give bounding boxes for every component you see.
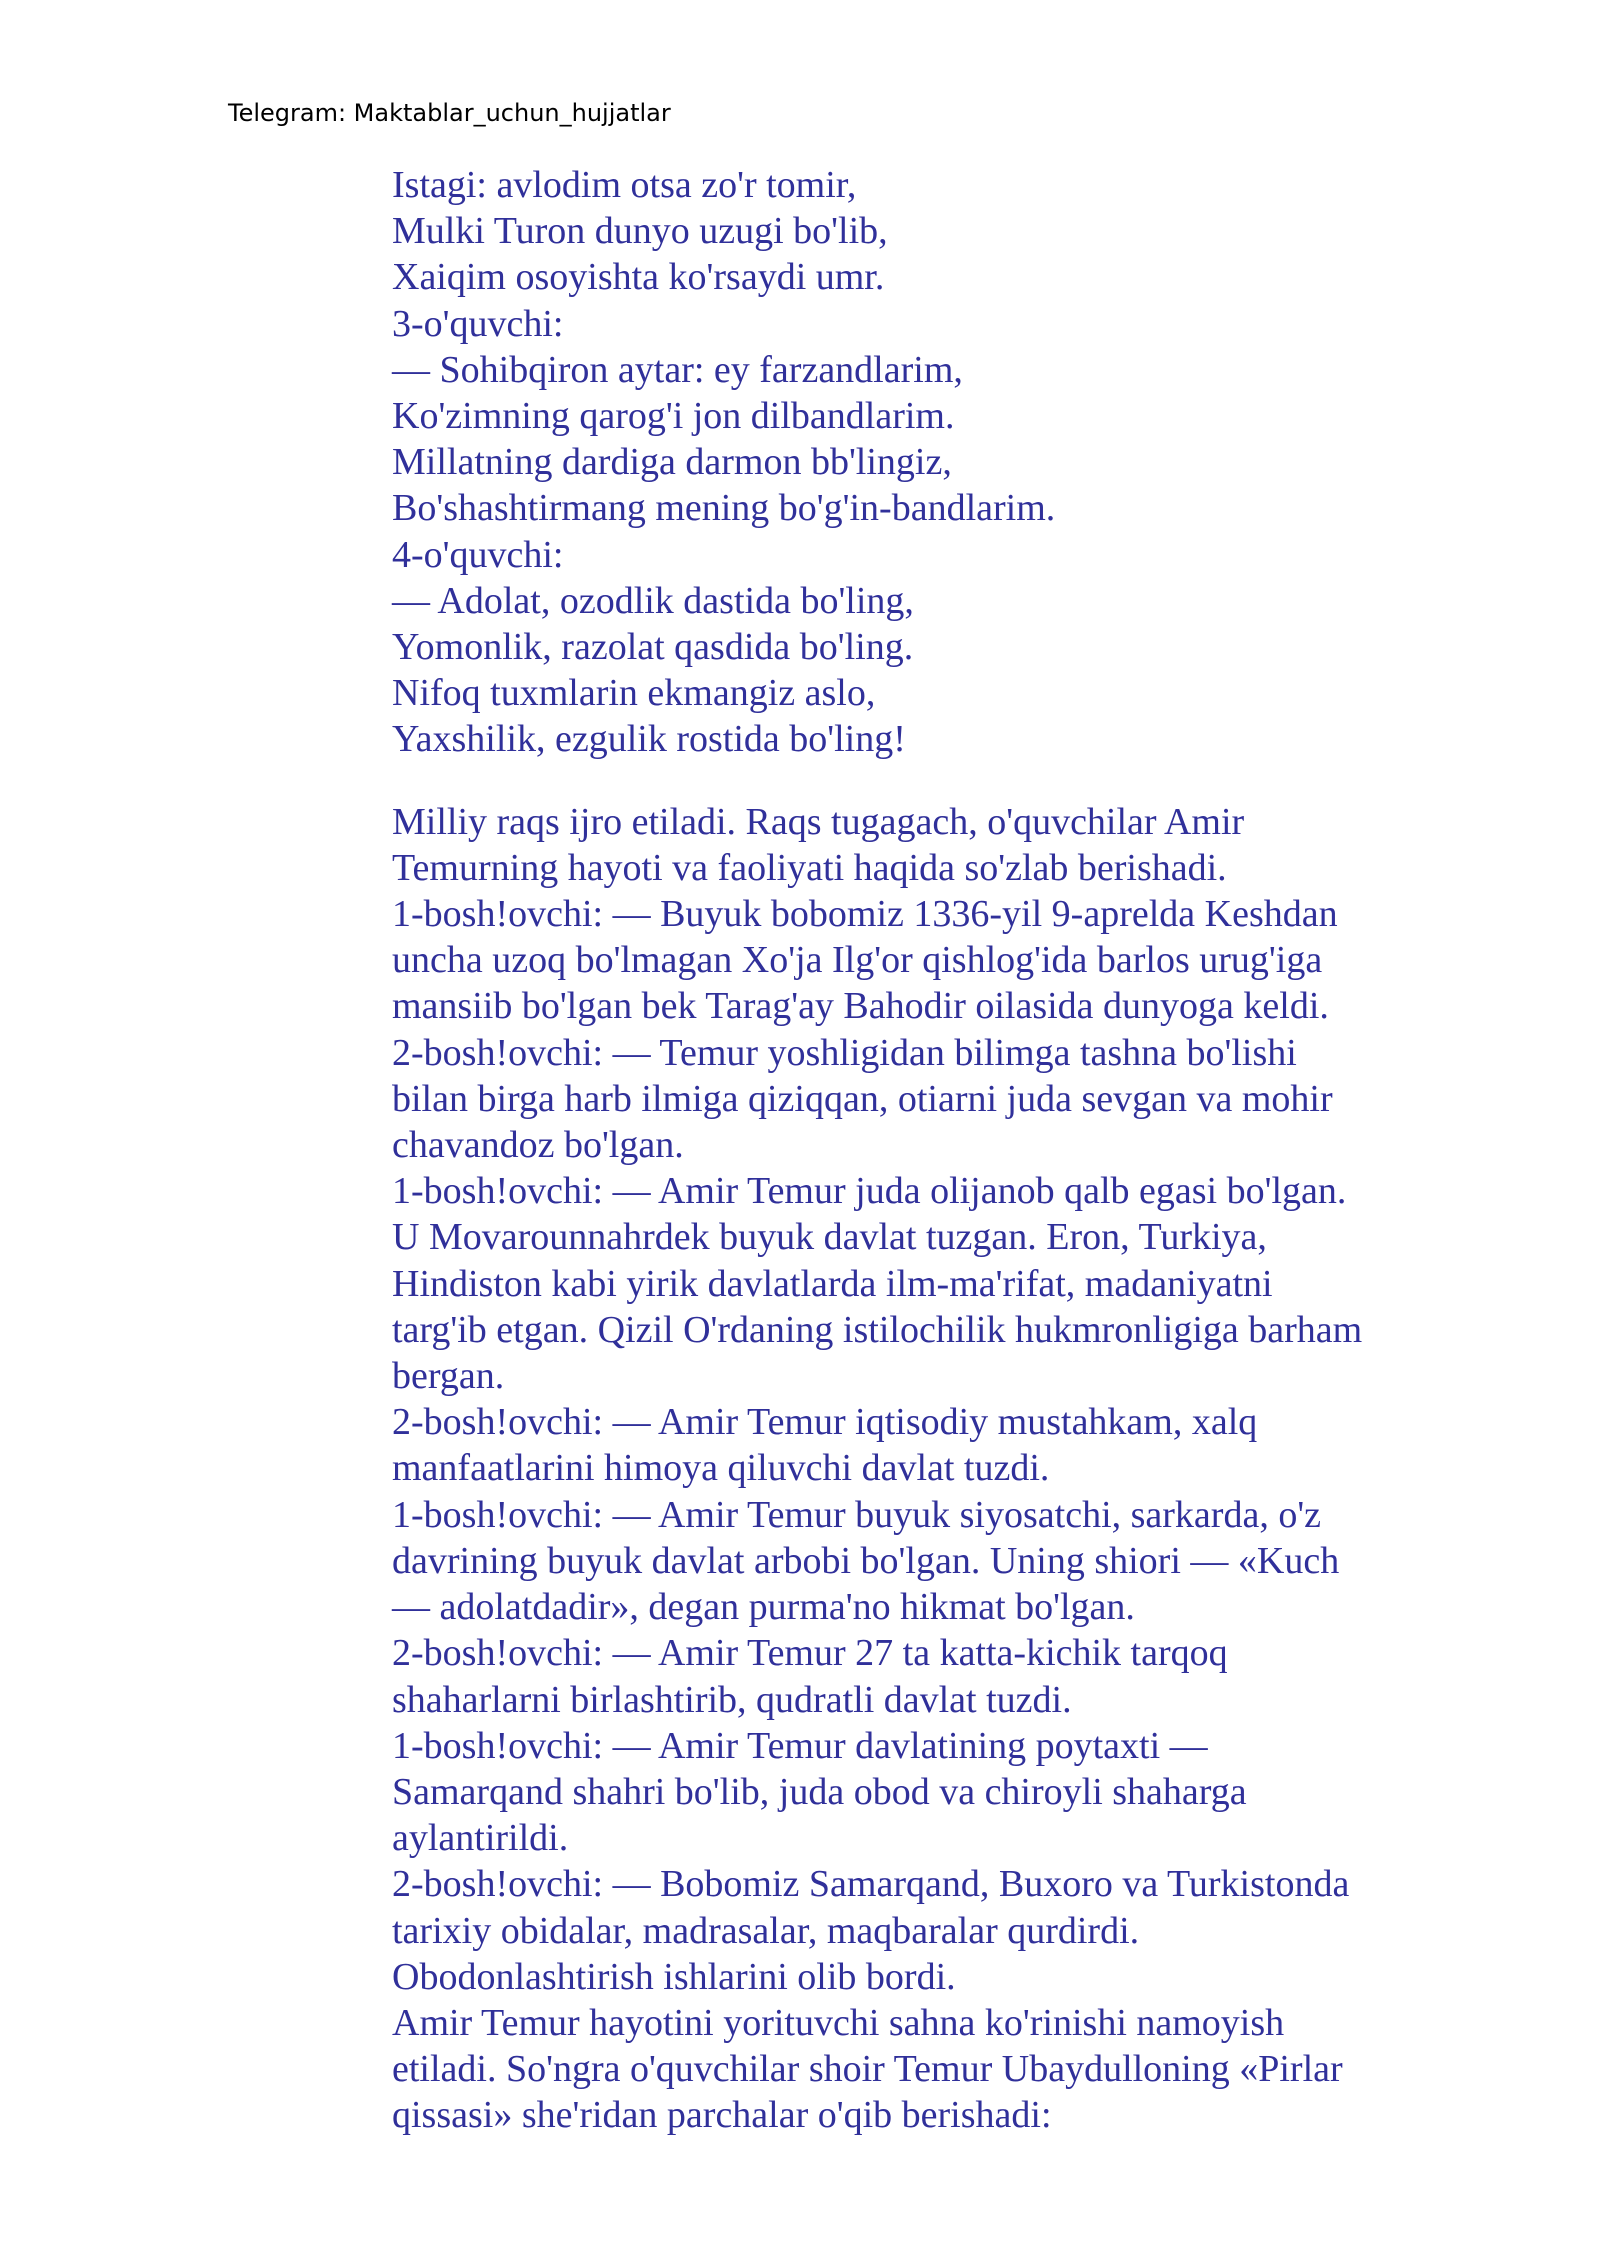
prose-line: bergan. xyxy=(392,1355,505,1398)
prose-line: Obodonlashtirish ishlarini olib bordi. xyxy=(392,1955,956,1998)
prose-line: 2-bosh!ovchi: — Temur yoshligidan bilimga tashna bo'lishi xyxy=(392,1031,1297,1074)
poem-line: Ko'zimning qarog'i jon dilbandlarim. xyxy=(392,395,955,438)
poem-block xyxy=(392,162,1472,763)
poem-line: Yaxshilik, ezgulik rostida bo'ling! xyxy=(392,718,906,761)
prose-line: shaharlarni birlashtirib, qudratli davlat tuzdi. xyxy=(392,1678,1072,1721)
paragraph-spacer xyxy=(392,763,1472,799)
prose-line: qissasi» she'ridan parchalar o'qib berishadi: xyxy=(392,2094,1052,2137)
prose-line: 1-bosh!ovchi: — Amir Temur juda olijanob qalb egasi bo'lgan. xyxy=(392,1170,1347,1213)
prose-line: Amir Temur hayotini yorituvchi sahna ko'rinishi namoyish xyxy=(392,2001,1285,2044)
prose-line: 1-bosh!ovchi: — Amir Temur buyuk siyosatchi, sarkarda, o'z xyxy=(392,1493,1322,1536)
prose-line: — adolatdadir», degan purma'no hikmat bo'lgan. xyxy=(392,1586,1135,1629)
poem-line: Bo'shashtirmang mening bo'g'in-bandlarim. xyxy=(392,487,1056,530)
prose-line: manfaatlarini himoya qiluvchi davlat tuzdi. xyxy=(392,1447,1050,1490)
speaker-label: 4-o'quvchi: xyxy=(392,533,564,576)
poem-line: Xaiqim osoyishta ko'rsaydi umr. xyxy=(392,256,885,299)
prose-line: Samarqand shahri bo'lib, juda obod va chiroyli shaharga xyxy=(392,1770,1247,1813)
speaker-label: 3-o'quvchi: xyxy=(392,302,564,345)
prose-line: davrining buyuk davlat arbobi bo'lgan. Uning shiori — «Kuch xyxy=(392,1539,1340,1582)
prose-line: Hindiston kabi yirik davlatlarda ilm-ma'rifat, madaniyatni xyxy=(392,1262,1273,1305)
prose-line: Temurning hayoti va faoliyati haqida so'zlab berishadi. xyxy=(392,846,1227,889)
prose-line: 2-bosh!ovchi: — Amir Temur iqtisodiy mustahkam, xalq xyxy=(392,1401,1258,1444)
prose-line: chavandoz bo'lgan. xyxy=(392,1124,684,1167)
poem-line: — Adolat, ozodlik dastida bo'ling, xyxy=(392,579,914,622)
prose-line: 1-bosh!ovchi: — Amir Temur davlatining poytaxti — xyxy=(392,1724,1208,1767)
prose-line: bilan birga harb ilmiga qiziqqan, otiarni juda sevgan va mohir xyxy=(392,1077,1333,1120)
poem-line: Istagi: avlodim otsa zo'r tomir, xyxy=(392,164,857,206)
poem-line: Yomonlik, razolat qasdida bo'ling. xyxy=(392,626,914,669)
prose-line: aylantirildi. xyxy=(392,1817,569,1860)
prose-line: uncha uzoq bo'lmagan Xo'ja Ilg'or qishlog'ida barlos urug'iga xyxy=(392,939,1323,982)
prose-line: 1-bosh!ovchi: — Buyuk bobomiz 1336-yil 9-aprelda Keshdan xyxy=(392,893,1338,936)
poem-line: Mulki Turon dunyo uzugi bo'lib, xyxy=(392,210,888,253)
document-body xyxy=(392,162,1472,2139)
prose-line: 2-bosh!ovchi: — Amir Temur 27 ta katta-kichik tarqoq xyxy=(392,1632,1228,1675)
prose-line: U Movarounnahrdek buyuk davlat tuzgan. Eron, Turkiya, xyxy=(392,1216,1267,1259)
poem-line: Millatning dardiga darmon bb'lingiz, xyxy=(392,441,952,484)
prose-line: Milliy raqs ijro etiladi. Raqs tugagach, o'quvchilar Amir xyxy=(392,800,1245,843)
prose-line: 2-bosh!ovchi: — Bobomiz Samarqand, Buxoro va Turkistonda xyxy=(392,1863,1350,1906)
page-header: Telegram: Maktablar_uchun_hujjatlar xyxy=(228,99,671,127)
prose-line: tarixiy obidalar, madrasalar, maqbaralar qurdirdi. xyxy=(392,1909,1140,1952)
poem-line: — Sohibqiron aytar: ey farzandlarim, xyxy=(392,348,963,391)
prose-line: targ'ib etgan. Qizil O'rdaning istilochilik hukmronligiga barham xyxy=(392,1308,1363,1351)
prose-block xyxy=(392,799,1472,2139)
poem-line: Nifoq tuxmlarin ekmangiz aslo, xyxy=(392,672,876,715)
prose-line: mansiib bo'lgan bek Tarag'ay Bahodir oilasida dunyoga keldi. xyxy=(392,985,1329,1028)
prose-line: etiladi. So'ngra o'quvchilar shoir Temur Ubaydulloning «Pirlar xyxy=(392,2048,1343,2091)
